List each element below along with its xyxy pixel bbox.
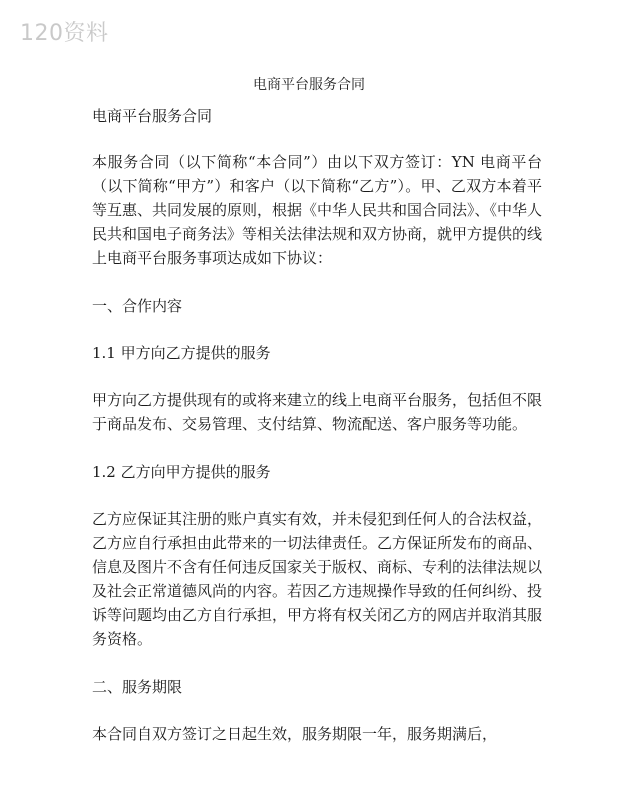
section-heading-cooperation: 一、合作内容 [92, 297, 183, 315]
paragraph-intro: 本服务合同（以下简称“本合同”）由以下双方签订：YN 电商平台（以下简称“甲方”）和客户（以下简称“乙方”）。甲、乙双方本着平等互惠、共同发展的原则，根据《中华人民共和国合同法》、《中华人民共和国电子商务法》等相关法律法规和双方协商，就甲方提供的线上电商平台服务事项达成如下协议： [92, 153, 543, 267]
document-body [92, 104, 542, 770]
subsection-heading-1-1: 1.1 甲方向乙方提供的服务 [92, 344, 271, 362]
paragraph-1-1: 甲方向乙方提供现有的或将来建立的线上电商平台服务，包括但不限于商品发布、交易管理、支付结算、物流配送、客户服务等功能。 [92, 391, 543, 433]
paragraph-term: 本合同自双方签订之日起生效，服务期限一年，服务期满后， [92, 725, 498, 743]
watermark-logo: 120资料 [20, 21, 109, 46]
document-title: 电商平台服务合同 [253, 77, 365, 93]
section-heading-term: 二、服务期限 [92, 678, 183, 696]
subsection-heading-1-2: 1.2 乙方向甲方提供的服务 [92, 463, 271, 481]
paragraph-contract-name: 电商平台服务合同 [92, 107, 213, 125]
paragraph-1-2: 乙方应保证其注册的账户真实有效，并未侵犯到任何人的合法权益，乙方应自行承担由此带来的一切法律责任。乙方保证所发布的商品、信息及图片不含有任何违反国家关于版权、商标、专利的法律法规以及社会正常道德风尚的内容。若因乙方违规操作导致的任何纠纷、投诉等问题均由乙方自行承担，甲方将有权关闭乙方的网店并取消其服务资格。 [92, 510, 543, 648]
